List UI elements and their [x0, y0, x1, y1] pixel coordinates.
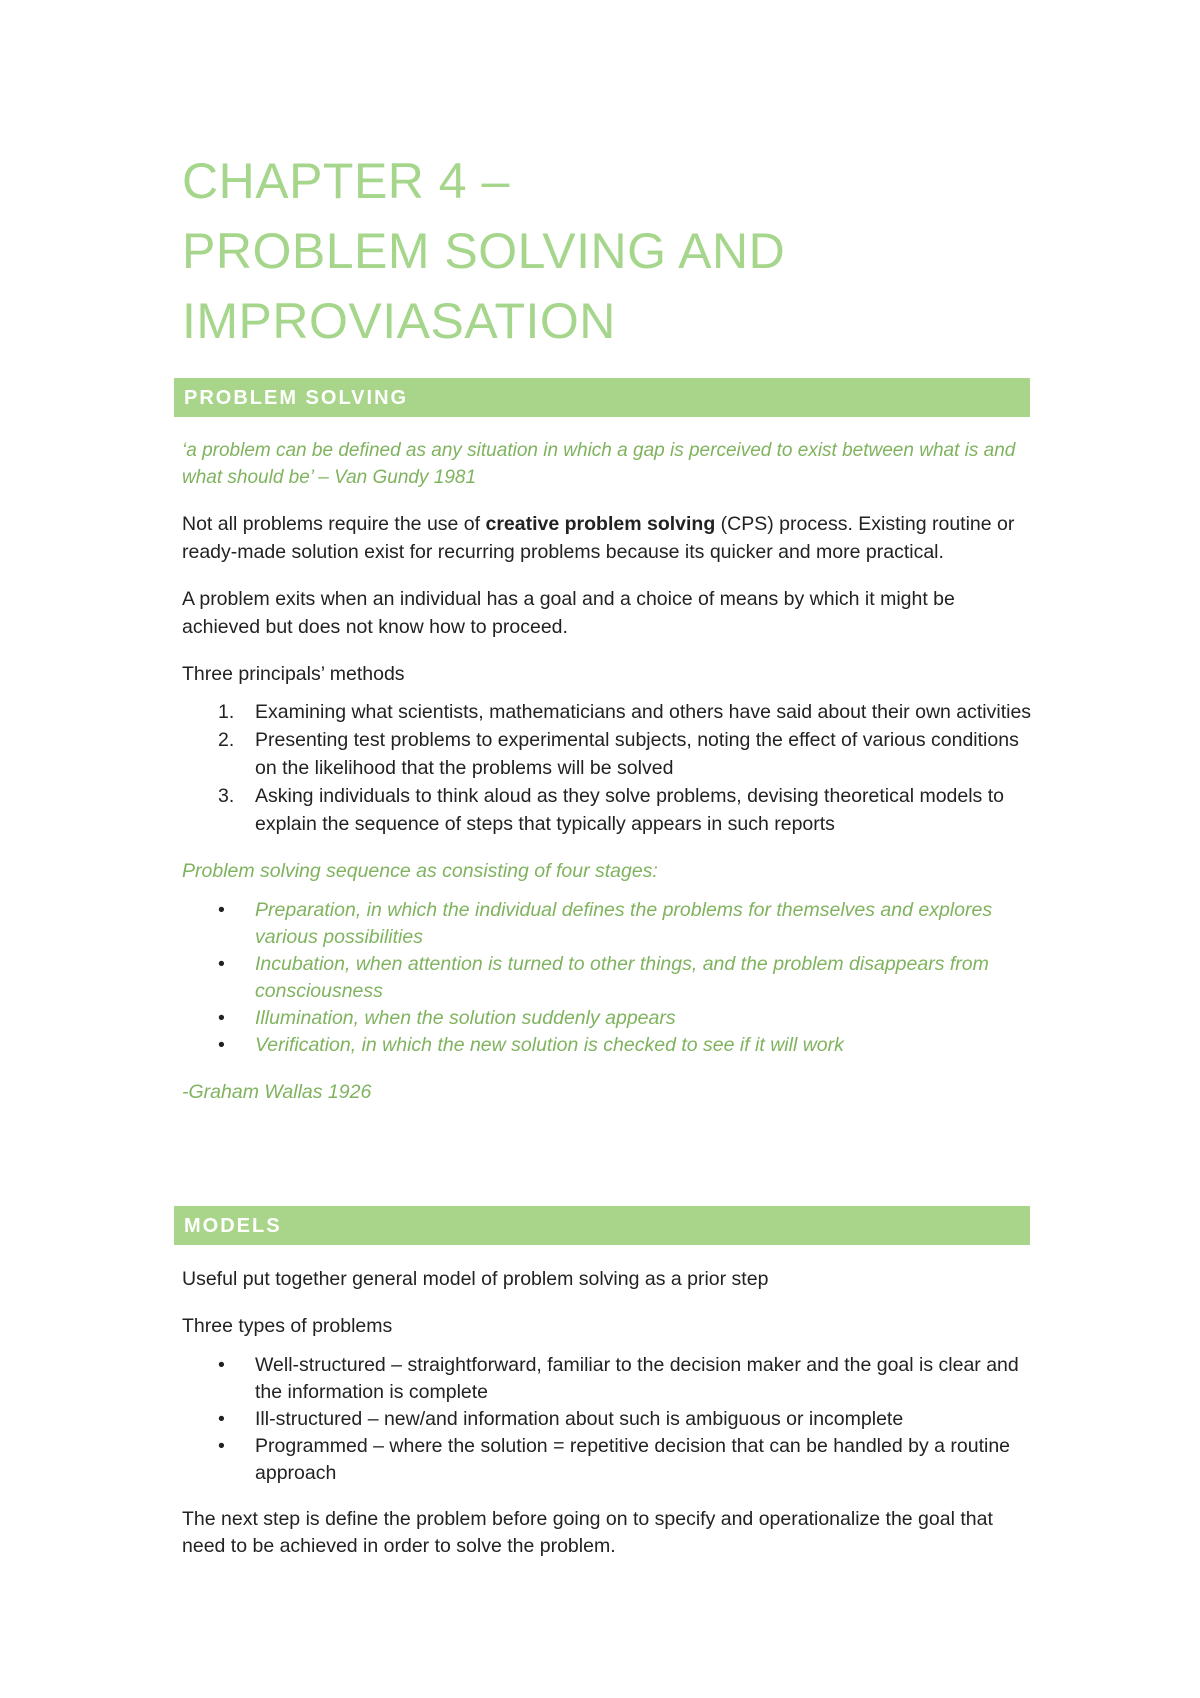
cps-term: creative problem solving — [485, 513, 716, 535]
wallas-attribution: -Graham Wallas 1926 — [182, 1081, 372, 1103]
list-item-text: Presenting test problems to experimental subjects, noting the effect of various conditions on the likelihood that the problems will be solved — [255, 729, 1019, 779]
list-item — [182, 951, 1032, 1005]
list-item — [182, 1005, 1032, 1032]
list-item-text: Ill-structured – new/and information about such is ambiguous or incomplete — [255, 1408, 904, 1430]
section-models-body — [182, 1265, 1032, 1579]
list-item-text: Programmed – where the solution = repetitive decision that can be handled by a routine approach — [255, 1435, 1011, 1484]
section-heading-label: MODELS — [184, 1215, 282, 1237]
cps-paragraph — [182, 510, 1032, 566]
section-heading-models — [174, 1206, 1030, 1245]
chapter-title-line-3: IMPROVIASATION — [182, 293, 616, 349]
section-heading-problem-solving — [174, 378, 1030, 417]
bullet: • — [218, 1435, 225, 1457]
problem-types-list — [182, 1352, 1032, 1487]
next-step-paragraph: The next step is define the problem before going on to specify and operationalize the goal that need to be achieved in order to solve the problem. — [182, 1508, 993, 1557]
list-item — [182, 698, 1032, 726]
cps-paragraph-start: Not all problems require the use of — [182, 513, 486, 535]
chapter-title — [182, 146, 1042, 356]
bullet: • — [218, 899, 225, 921]
methods-list — [182, 698, 1032, 838]
bullet: • — [218, 1408, 225, 1430]
list-item-text: Preparation, in which the individual defines the problems for themselves and explores various possibilities — [255, 899, 993, 948]
cps-paragraph-end: (CPS) process. Existing routine or ready-made solution exist for recurring problems because its quicker and more practical. — [182, 513, 1015, 563]
bullet: • — [218, 953, 225, 975]
list-item-text: Well-structured – straightforward, familiar to the decision maker and the goal is clear and the information is complete — [255, 1354, 1019, 1403]
list-item — [182, 1352, 1032, 1406]
list-item-text: Incubation, when attention is turned to other things, and the problem disappears from consciousness — [255, 953, 989, 1002]
stages-intro: Problem solving sequence as consisting of four stages: — [182, 860, 658, 882]
list-item — [182, 897, 1032, 951]
list-number: 2. — [218, 729, 235, 751]
list-item — [182, 1433, 1032, 1487]
chapter-title-line-2: PROBLEM SOLVING AND — [182, 223, 786, 279]
list-item — [182, 782, 1032, 838]
stages-list — [182, 897, 1032, 1059]
section-problem-solving-body — [182, 437, 1032, 1125]
chapter-title-line-1: CHAPTER 4 – — [182, 153, 510, 209]
list-item — [182, 726, 1032, 782]
section-heading-label: PROBLEM SOLVING — [184, 387, 409, 409]
problem-definition-paragraph: A problem exits when an individual has a goal and a choice of means by which it might be achieved but does not know how to proceed. — [182, 588, 955, 638]
list-item — [182, 1032, 1032, 1059]
van-gundy-quote: ‘a problem can be defined as any situation in which a gap is perceived to exist between what is and what should be’ – Van Gundy 1981 — [182, 440, 1016, 488]
bullet: • — [218, 1007, 225, 1029]
list-number: 3. — [218, 785, 235, 807]
bullet: • — [218, 1354, 225, 1376]
list-item-text: Examining what scientists, mathematicians and others have said about their own activities — [255, 701, 1032, 723]
list-item-text: Illumination, when the solution suddenly appears — [255, 1007, 676, 1029]
list-number: 1. — [218, 701, 235, 723]
models-intro-paragraph: Useful put together general model of problem solving as a prior step — [182, 1268, 769, 1290]
list-item-text: Verification, in which the new solution is checked to see if it will work — [255, 1034, 844, 1056]
problem-types-intro: Three types of problems — [182, 1315, 393, 1337]
bullet: • — [218, 1034, 225, 1056]
list-item — [182, 1406, 1032, 1433]
list-item-text: Asking individuals to think aloud as they solve problems, devising theoretical models to explain the sequence of steps that typically appears in such reports — [255, 785, 1004, 835]
methods-intro: Three principals’ methods — [182, 663, 405, 685]
